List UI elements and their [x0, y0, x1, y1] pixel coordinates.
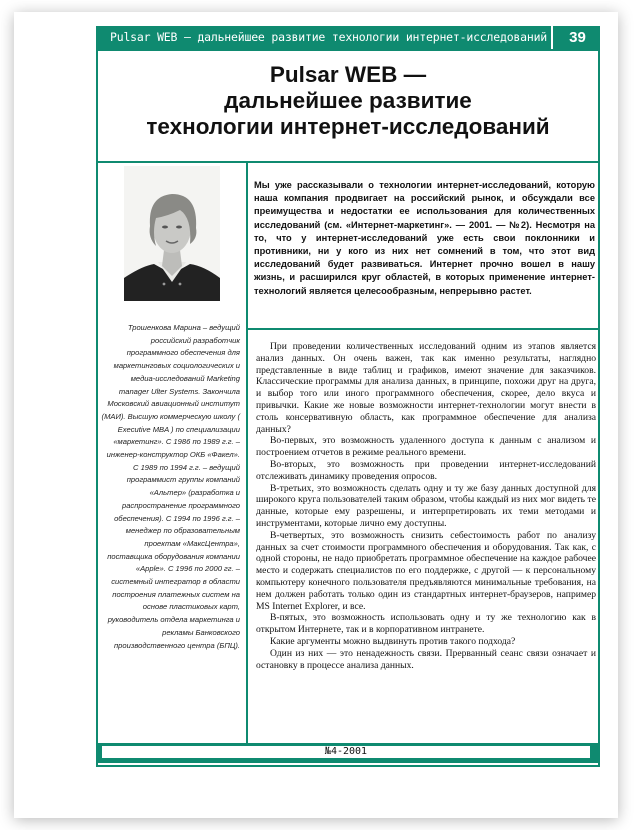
page-number: 39 [551, 26, 602, 49]
body-paragraph: В-пятых, это возможность использовать одну и ту же технологию как в открытом Интернете, так и в корпоративном интранете. [256, 612, 596, 636]
footer-issue-box [102, 746, 590, 758]
column-divider [246, 163, 248, 763]
body-paragraph: Во-вторых, это возможность при проведении интернет-исследований отслеживать динамику проведения опросов. [256, 458, 596, 482]
author-photo [124, 166, 220, 301]
author-caption: Трошенкова Марина – ведущий российский разработчик программного обеспечения для маркетинговых социологических и медиа-исследований Marketing manager Ulter Systems. Закончила Московский авиационный институт (МАИ). Высшую коммерческую школу ( Executive MBA ) по специализации «маркетинг». С 1986 по 1989 г.г. – инженер-конструктор ОКБ «Факел». С 1989 по 1994 г.г. – ведущий программист группы компаний «Альтер» (разработка и распространение программного обеспечения). С 1994 по 1996 г.г. – менеджер по образовательным проектам «МаксЦентра», поставщика оборудования компании «Apple». С 1996 по 2000 гг. – системный интегратор в области построения платежных систем на основе пластиковых карт, руководитель отдела маркетинга и рекламы Банковского производственного центра (БПЦ). [101, 323, 240, 650]
article-title [98, 62, 598, 140]
body-paragraph: В-четвертых, это возможность снизить себестоимость работ по анализу данных за счет стоимости программного обеспечения и оборудования. Так как, с одной стороны, не надо приобретать программное обеспечение на каждое рабочее место и содержать специалистов по его поддержке, с другой — к персональному компьютеру конечного пользователя предъявляются минимальные требования, на нем должен работать только один из стандартных интернет-браузеров, например MS Internet Explorer, и все. [256, 529, 596, 612]
title-line: дальнейшее развитие [224, 88, 472, 113]
title-line: Pulsar WEB — [269, 62, 427, 87]
article-lead: Мы уже рассказывали о технологии интернет-исследований, которую наша компания продвигает на российский рынок, и обсуждали все преимущества и недостатки ее использования для количественных исследований (см. «Интернет-маркетинг». — 2001. — №2). Несмотря на то, что у интернет-исследований уже есть свои поклонники и противники, ни у кого из них нет сомнений в том, что этот вид исследований будет развиваться. Интернет прочно вошел в нашу жизнь, и расширился круг областей, в которых применение интернет-технологий является целесообразным, непрерывно растет. [254, 180, 595, 296]
body-paragraph: Какие аргументы можно выдвинуть против такого подхода? [270, 635, 516, 647]
title-line: технологии интернет-исследований [146, 114, 550, 139]
body-paragraph: Во-первых, это возможность удаленного доступа к данным с анализом и построением отчетов в режиме реального времени. [256, 435, 596, 459]
page-footer [96, 743, 600, 763]
body-paragraph: В-третьих, это возможность сделать одну и ту же базу данных доступной для широкого круга пользователей таким образом, чтобы каждый из них мог видеть те данные, которые ему разрешены, и интерпретировать их теми методами и инструментами, которые лично ему доступны. [256, 482, 596, 529]
article-body [256, 341, 596, 671]
lead-divider [248, 328, 598, 330]
running-header [96, 26, 600, 49]
running-title: Pulsar WEB — дальнейшее развитие технологии интернет-исследований [110, 30, 548, 44]
title-divider [96, 161, 600, 163]
issue-number: №4-2001 [324, 746, 368, 757]
body-paragraph: Один из них — это ненадежность связи. Прерванный сеанс связи означает и остановку в процессе анализа данных. [256, 647, 596, 671]
body-paragraph: При проведении количественных исследований одним из этапов является анализ данных. Он очень важен, так как именно результаты, наглядно представленные в виде таблиц и графиков, имеют значение для заказчиков. Классические программы для анализа данных, в принципе, похожи друг на друга, и выбор того или иного программного обеспечения, скорее, дело вкуса и привычки. Какие же новые возможности интернет-технологии могут внести в столь консервативную область, как программное обеспечение для анализа данных? [256, 341, 596, 435]
